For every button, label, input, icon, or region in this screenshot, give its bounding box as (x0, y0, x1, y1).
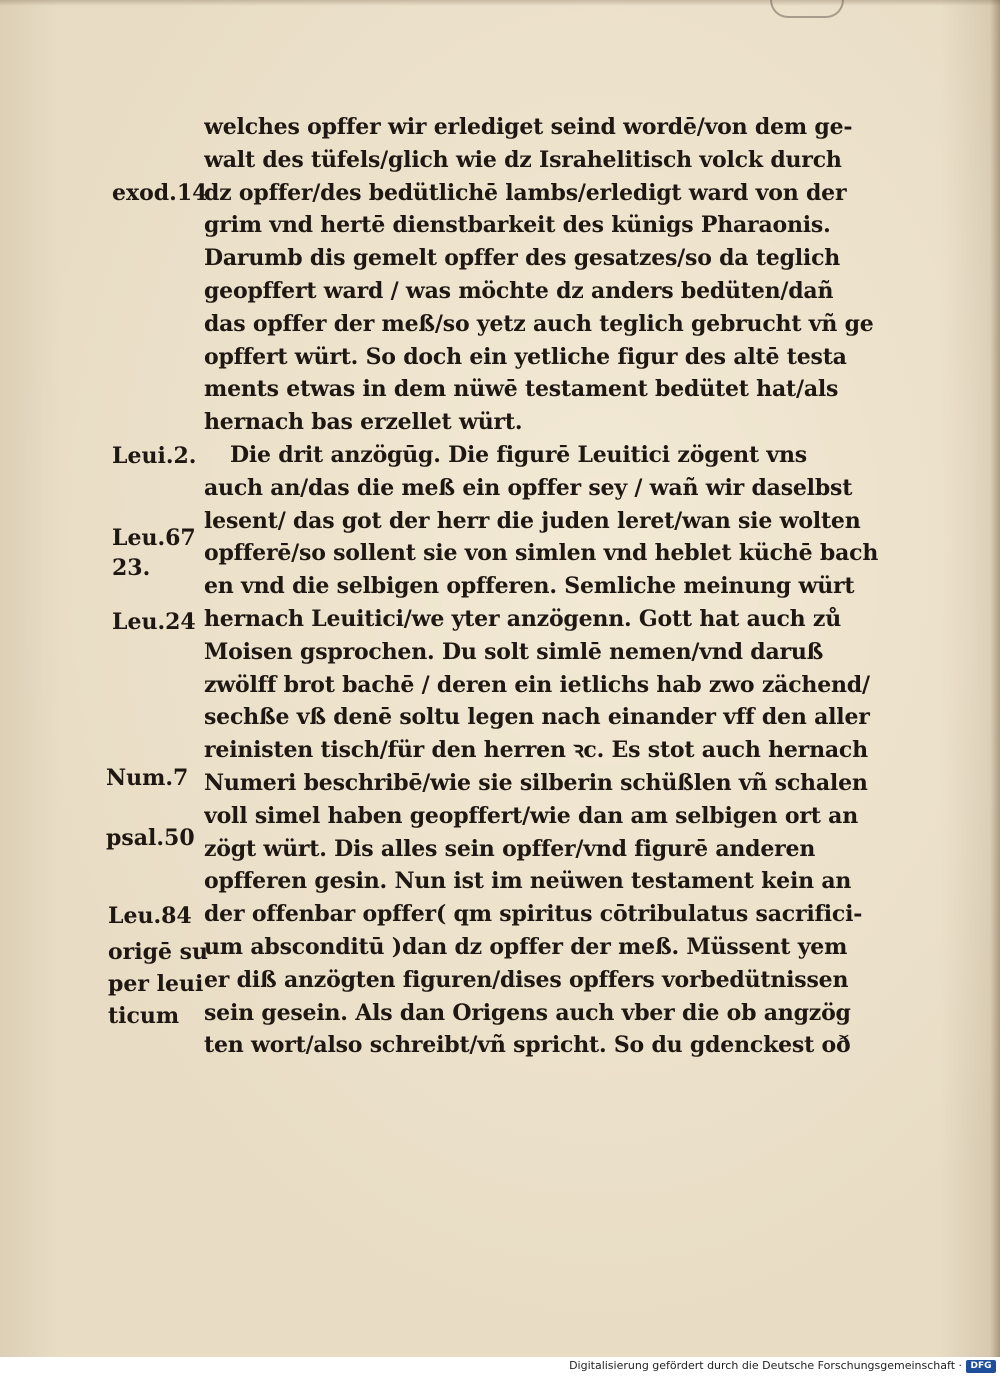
marginal-note-leu67: Leu.67 (112, 525, 196, 551)
dfg-logo-icon: DFG (966, 1360, 996, 1373)
text-line-2: walt des tüfels/glich wie dz Israhelitisch volck durch (204, 146, 842, 173)
marginal-note-23: 23. (112, 555, 151, 581)
text-line-4: grim vnd hertē dienstbarkeit des künigs Pharaonis. (204, 212, 831, 239)
text-line-5: Darumb dis gemelt opffer des gesatzes/so da teglich (204, 245, 841, 272)
marginal-note-num7: Num.7 (106, 765, 189, 791)
text-line-3: dz opffer/des bedütlichē lambs/erledigt ward von der (204, 179, 847, 206)
marginal-note-exod: exod.14 (112, 180, 208, 206)
text-line-22: voll simel haben geopffert/wie dan am selbigen ort an (204, 802, 858, 829)
marginal-note-psal: psal.50 (106, 825, 195, 851)
marginal-note-per-leui: per leui (108, 971, 204, 997)
text-line-1: welches opffer wir erlediget seind wordē/von dem ge‑ (204, 114, 853, 140)
text-line-7: das opffer der meß/so yetz auch teglich gebrucht vñ ge (204, 310, 874, 337)
page-right-shadow (990, 0, 1000, 1357)
text-line-20: reinisten tisch/für den herren ꝛc. Es stot auch hernach (204, 737, 868, 764)
text-line-13: lesent/ das got der herr die juden leret/wan sie wolten (204, 507, 861, 534)
text-line-12: auch an/das die meß ein opffer sey / wañ wir daselbst (204, 474, 853, 501)
text-line-24: opfferen gesin. Nun ist im neüwen testament kein an (204, 868, 852, 895)
marginal-note-ticum: ticum (108, 1003, 180, 1029)
text-line-29: ten wort/also schreibt/vñ spricht. So du gdenckest oð (204, 1032, 851, 1059)
main-text-block (204, 111, 880, 1062)
text-line-26: um absconditū )dan dz opffer der meß. Müssent yem (204, 933, 848, 960)
text-line-10: hernach bas erzellet würt. (204, 409, 523, 436)
text-line-18: zwölff brot bachē / deren ein ietlichs hab zwo zächend/ (204, 671, 870, 698)
text-line-23: zögt würt. Dis alles sein opffer/vnd figurē anderen (204, 835, 816, 862)
text-line-19: sechße vß denē soltu legen nach einander vff den aller (204, 704, 870, 731)
text-line-16: hernach Leuitici/we yter anzögenn. Gott hat auch zů (204, 605, 842, 632)
marginal-note-orige: origē su (108, 939, 209, 965)
marginal-note-leu84: Leu.84 (108, 903, 192, 929)
text-line-28: sein gesein. Als dan Origens auch vber die ob angzög (204, 999, 851, 1026)
marginal-note-leui: Leui.2. (112, 443, 197, 469)
text-line-17: Moisen gsprochen. Du solt simlē nemen/vnd daruß (204, 638, 824, 665)
page-top-shadow (0, 0, 1000, 6)
text-line-11: Die drit anzögūg. Die figurē Leuitici zögent vns (230, 441, 807, 468)
text-line-15: en vnd die selbigen opfferen. Semliche meinung würt (204, 573, 855, 600)
marginal-note-leu24: Leu.24 (112, 609, 196, 635)
text-line-14: opfferē/so sollent sie von simlen vnd heblet küchē bach (204, 540, 879, 567)
footer-credit-text: Digitalisierung gefördert durch die Deutsche Forschungsgemeinschaft · (569, 1359, 962, 1372)
text-line-27: er diß anzögten figuren/dises opffers vorbedütnissen (204, 966, 849, 993)
text-line-8: opffert würt. So doch ein yetliche figur des altē testa (204, 343, 847, 370)
text-line-21: Numeri beschribē/wie sie silberin schüßlen vñ schalen (204, 769, 868, 796)
digitization-footer (0, 1357, 1000, 1377)
text-line-6: geopffert ward / was möchte dz anders bedüten/dañ (204, 277, 834, 304)
text-line-25: der offenbar opffer( qm spiritus cōtribulatus sacrifici‑ (204, 901, 863, 928)
paper-clip-mark (770, 0, 844, 18)
text-line-9: ments etwas in dem nüwē testament bedütet hat/als (204, 376, 839, 403)
